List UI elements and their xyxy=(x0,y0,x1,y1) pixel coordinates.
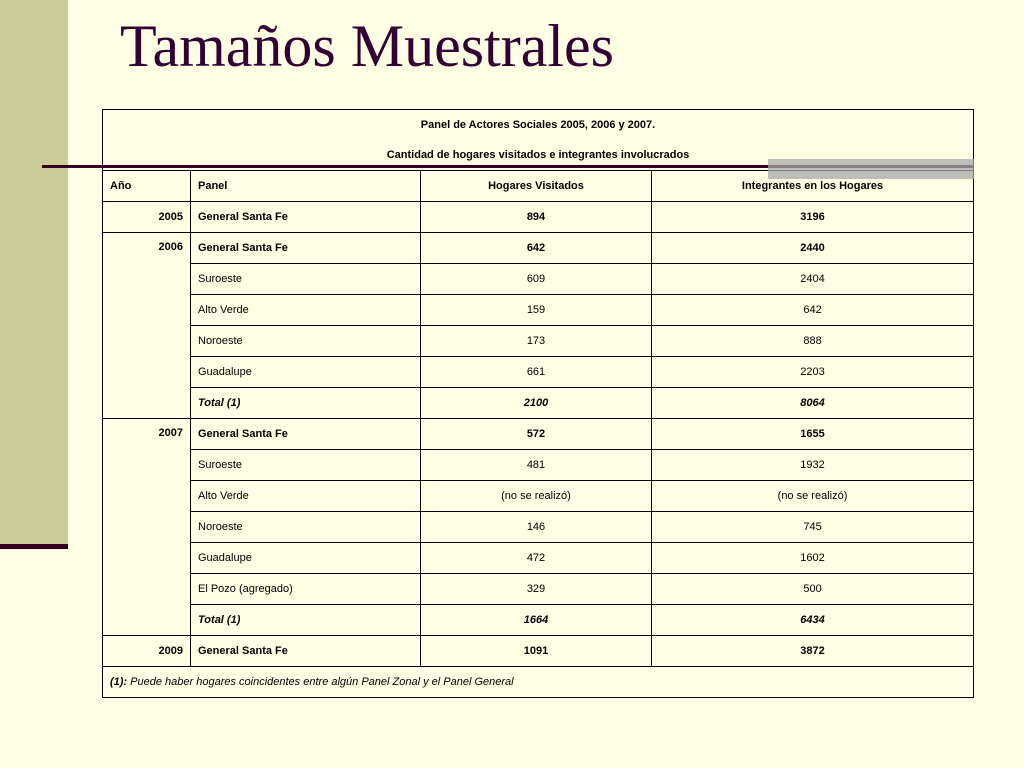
row-panel: General Santa Fe xyxy=(191,636,421,667)
row-integrantes: 8064 xyxy=(652,388,974,419)
header-panel: Panel xyxy=(191,171,421,202)
table-row xyxy=(103,543,974,574)
row-panel: Noroeste xyxy=(191,326,421,357)
row-integrantes: 1602 xyxy=(652,543,974,574)
row-hogares: 159 xyxy=(421,295,652,326)
row-integrantes: 3196 xyxy=(652,202,974,233)
table-footnote xyxy=(103,667,974,698)
table-row xyxy=(103,574,974,605)
row-hogares: 146 xyxy=(421,512,652,543)
row-panel: Guadalupe xyxy=(191,357,421,388)
title-divider-accent xyxy=(768,159,974,179)
table-footnote-row xyxy=(103,667,974,698)
row-hogares: 661 xyxy=(421,357,652,388)
table-row xyxy=(103,326,974,357)
sample-size-table-container xyxy=(102,109,973,698)
header-year: Año xyxy=(103,171,191,202)
table-row xyxy=(103,450,974,481)
row-integrantes: 6434 xyxy=(652,605,974,636)
table-row-total xyxy=(103,388,974,419)
row-integrantes: 642 xyxy=(652,295,974,326)
table-caption-line1: Panel de Actores Sociales 2005, 2006 y 2007. xyxy=(420,119,656,131)
table-row-total xyxy=(103,605,974,636)
row-hogares: 642 xyxy=(421,233,652,264)
row-integrantes: 500 xyxy=(652,574,974,605)
table-row xyxy=(103,233,974,264)
table-row xyxy=(103,481,974,512)
table-row xyxy=(103,202,974,233)
row-integrantes: (no se realizó) xyxy=(652,481,974,512)
row-hogares: 481 xyxy=(421,450,652,481)
row-panel: Suroeste xyxy=(191,450,421,481)
footnote-marker: (1): xyxy=(110,676,128,688)
row-integrantes: 2203 xyxy=(652,357,974,388)
row-integrantes: 2404 xyxy=(652,264,974,295)
footnote-text: Puede haber hogares coincidentes entre algún Panel Zonal y el Panel General xyxy=(127,676,514,688)
table-row xyxy=(103,512,974,543)
row-hogares: 1091 xyxy=(421,636,652,667)
row-year: 2009 xyxy=(103,636,191,667)
row-panel: Alto Verde xyxy=(191,295,421,326)
row-year: 2007 xyxy=(103,419,191,636)
row-panel: Noroeste xyxy=(191,512,421,543)
header-hogares: Hogares Visitados xyxy=(421,171,652,202)
decorative-left-bar-base xyxy=(0,544,68,549)
table-row xyxy=(103,295,974,326)
row-panel: Suroeste xyxy=(191,264,421,295)
row-hogares: 572 xyxy=(421,419,652,450)
decorative-left-bar xyxy=(0,0,68,548)
row-panel: Alto Verde xyxy=(191,481,421,512)
row-panel: General Santa Fe xyxy=(191,202,421,233)
row-panel: General Santa Fe xyxy=(191,419,421,450)
row-hogares: 329 xyxy=(421,574,652,605)
table-row xyxy=(103,419,974,450)
row-hogares: 173 xyxy=(421,326,652,357)
sample-size-table xyxy=(102,109,974,698)
row-integrantes: 2440 xyxy=(652,233,974,264)
table-row xyxy=(103,357,974,388)
row-hogares: 472 xyxy=(421,543,652,574)
row-hogares: 609 xyxy=(421,264,652,295)
row-panel: Total (1) xyxy=(191,388,421,419)
row-integrantes: 3872 xyxy=(652,636,974,667)
row-integrantes: 745 xyxy=(652,512,974,543)
table-caption-line2: Cantidad de hogares visitados e integrantes involucrados xyxy=(386,149,690,161)
row-year: 2006 xyxy=(103,233,191,419)
table-row xyxy=(103,636,974,667)
row-panel: Total (1) xyxy=(191,605,421,636)
row-year: 2005 xyxy=(103,202,191,233)
row-integrantes: 1932 xyxy=(652,450,974,481)
row-hogares: 894 xyxy=(421,202,652,233)
row-hogares: 2100 xyxy=(421,388,652,419)
row-panel: Guadalupe xyxy=(191,543,421,574)
row-panel: El Pozo (agregado) xyxy=(191,574,421,605)
slide-title: Tamaños Muestrales xyxy=(120,13,615,79)
row-hogares: 1664 xyxy=(421,605,652,636)
header-integrantes: Integrantes en los Hogares xyxy=(652,171,974,202)
row-panel: General Santa Fe xyxy=(191,233,421,264)
row-hogares: (no se realizó) xyxy=(421,481,652,512)
row-integrantes: 1655 xyxy=(652,419,974,450)
row-integrantes: 888 xyxy=(652,326,974,357)
table-row xyxy=(103,264,974,295)
